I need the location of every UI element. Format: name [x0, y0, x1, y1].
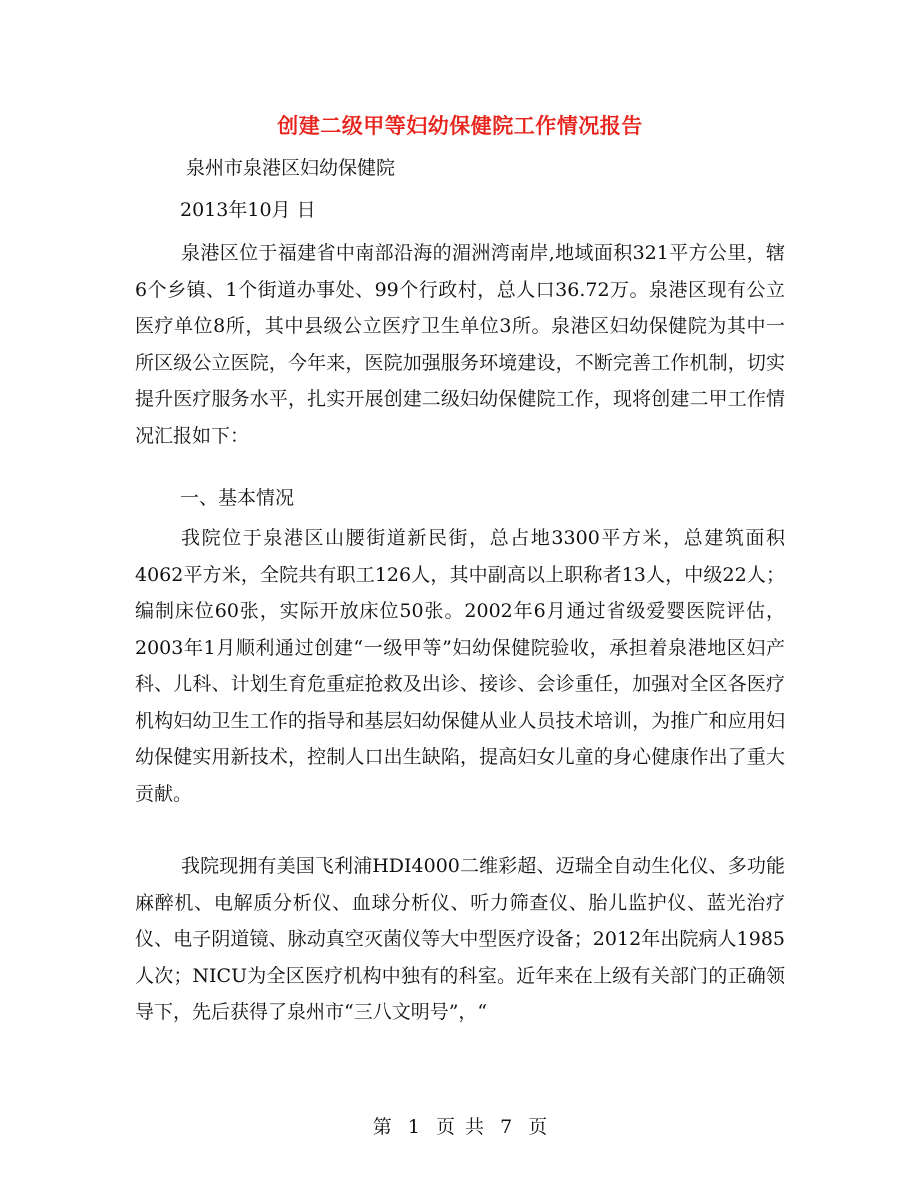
paragraph-intro: 泉港区位于福建省中南部沿海的湄洲湾南岸,地域面积321平方公里，辖6个乡镇、1个街道办事处、99个行政村，总人口36.72万。泉港区现有公立医疗单位8所，其中县级公立医疗卫生单位3所。泉港区妇幼保健院为其中一所区级公立医院，今年来，医院加强服务环境建设，不断完善工作机制，切实提升医疗服务水平，扎实开展创建二级妇幼保健院工作，现将创建二甲工作情况汇报如下：: [135, 242, 785, 447]
document-title: 创建二级甲等妇幼保健院工作情况报告: [277, 113, 643, 138]
footer-page-number: 1: [407, 1116, 420, 1138]
page-footer: [0, 1112, 920, 1139]
footer-suffix: 页: [528, 1116, 548, 1138]
footer-total-pages: 7: [500, 1116, 513, 1138]
paragraph-basic-info: 我院位于泉港区山腰街道新民街，总占地3300平方米，总建筑面积4062平方米，全院共有职工126人，其中副高以上职称者13人，中级22人；编制床位60张，实际开放床位50张。2002年6月通过省级爱婴医院评估，2003年1月顺利通过创建“一级甲等”妇幼保健院验收，承担着泉港地区妇产科、儿科、计划生育危重症抢救及出诊、接诊、会诊重任，加强对全区各医疗机构妇幼卫生工作的指导和基层妇幼保健从业人员技术培训，为推广和应用妇幼保健实用新技术，控制人口出生缺陷，提高妇女儿童的身心健康作出了重大贡献。: [135, 527, 785, 805]
report-date: 2013年10月 日: [180, 199, 316, 221]
section-heading: 一、基本情况: [180, 487, 295, 509]
footer-prefix: 第: [372, 1116, 392, 1138]
organization-name: 泉州市泉港区妇幼保健院: [186, 157, 396, 179]
paragraph-equipment: 我院现拥有美国飞利浦HDI4000二维彩超、迈瑞全自动生化仪、多功能麻醉机、电解质分析仪、血球分析仪、听力筛查仪、胎儿监护仪、蓝光治疗仪、电子阴道镜、脉动真空灭菌仪等大中型医疗设备；2012年出院病人1985人次；NICU为全区医疗机构中独有的科室。近年来在上级有关部门的正确领导下，先后获得了泉州市“三八文明号”，“: [135, 855, 785, 1023]
footer-mid: 页 共: [435, 1116, 485, 1138]
